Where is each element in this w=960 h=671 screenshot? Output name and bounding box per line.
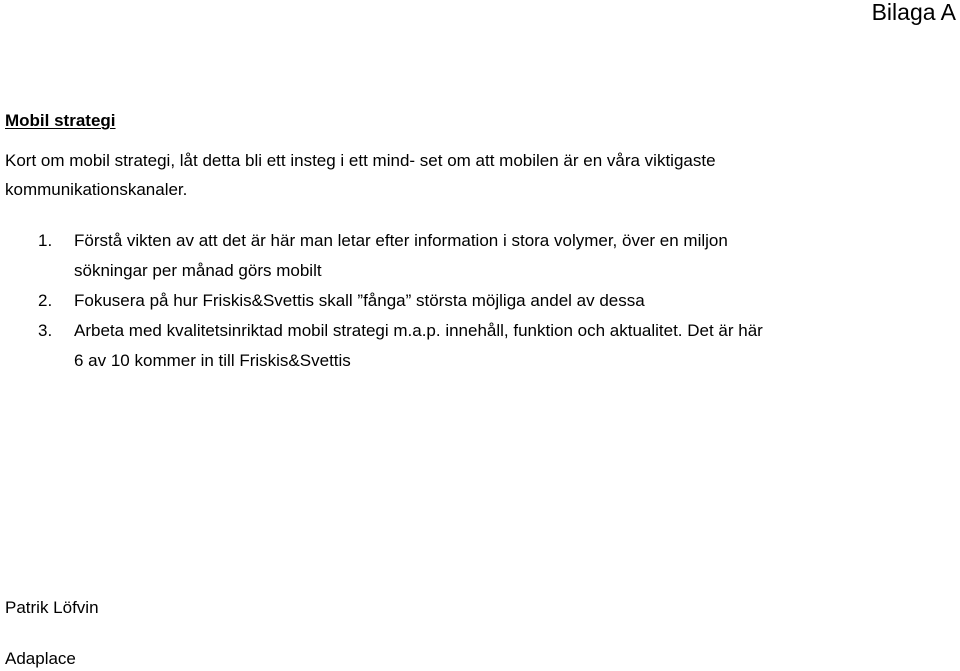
company-name: Adaplace: [5, 649, 76, 668]
list-item-text: Förstå vikten av att det är här man letar efter information i stora volymer, över en miljon: [74, 231, 728, 250]
list-item-number: 1.: [38, 231, 53, 250]
intro-line: kommunikationskanaler.: [5, 180, 188, 199]
list-item: [0, 226, 960, 286]
list-item: [0, 316, 960, 376]
list-item: [0, 286, 960, 316]
list-item-text: sökningar per månad görs mobilt: [74, 261, 322, 280]
list-item-number: 2.: [38, 291, 53, 310]
intro-line: Kort om mobil strategi, låt detta bli ett insteg i ett mind- set om att mobilen är en våra viktigaste: [5, 151, 716, 170]
list-item-text: 6 av 10 kommer in till Friskis&Svettis: [74, 351, 351, 370]
author-name: Patrik Löfvin: [5, 598, 99, 617]
list-item-number: 3.: [38, 321, 53, 340]
document-heading: Mobil strategi: [5, 111, 116, 131]
list-item-text: Fokusera på hur Friskis&Svettis skall ”fånga” största möjliga andel av dessa: [74, 291, 645, 310]
appendix-label: Bilaga A: [871, 0, 956, 25]
list-item-text: Arbeta med kvalitetsinriktad mobil strategi m.a.p. innehåll, funktion och aktualitet. Det är här: [74, 321, 763, 340]
intro-paragraph: [5, 146, 905, 204]
numbered-list: [0, 226, 960, 376]
